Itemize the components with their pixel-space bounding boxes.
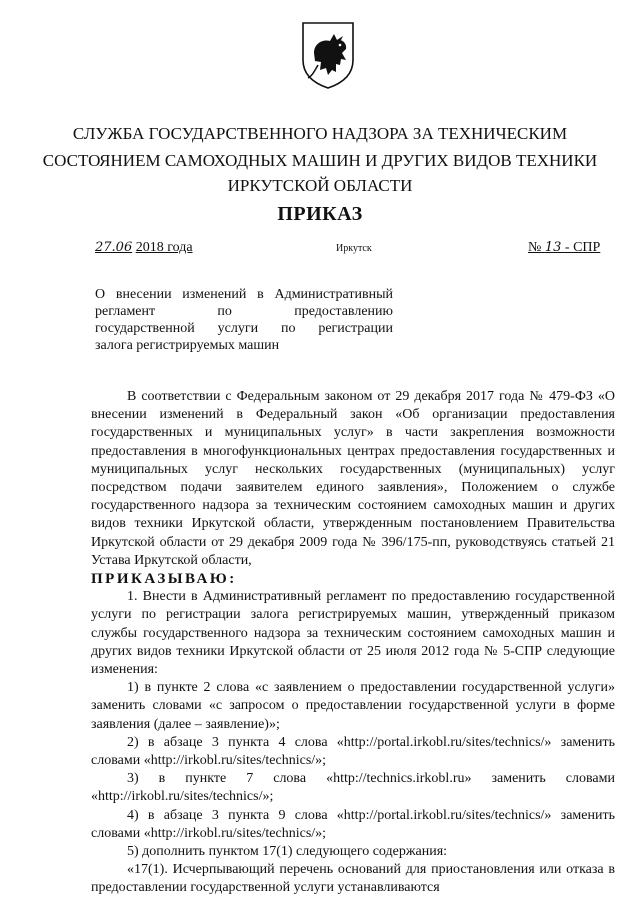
item-1-paragraph: 1. Внести в Административный регламент по предоставлению государственной услуги по регистрации залога регистрируемых машин, утвержденный приказом службы государственного надзора за техническим состоянием самоходных машин и других видов техники Иркутской области от 25 июля 2012 года № 5-СПР следующие изменения: <box>91 589 615 678</box>
subitem-2-paragraph: 2) в абзаце 3 пункта 4 слова «http://portal.irkobl.ru/sites/technics/» заменить словами «http://irkobl.ru/sites/technics/»; <box>91 734 615 769</box>
subitem-4-paragraph: 4) в абзаце 3 пункта 9 слова «http://portal.irkobl.ru/sites/technics/» заменить словами «http://irkobl.ru/sites/technics/»; <box>91 807 615 841</box>
order-subject <box>95 286 393 354</box>
subject-line-3: государственной услуги по регистрации <box>95 321 393 336</box>
subject-line-1: О внесении изменений в Административный <box>95 287 393 302</box>
handwritten-date: 27.06 <box>95 240 133 255</box>
subject-line-4: залога регистрируемых машин <box>95 338 280 353</box>
preamble-paragraph: В соответствии с Федеральным законом от 29 декабря 2017 года № 479-ФЗ «О внесении изменений в Федеральный закон «Об организации предоставления государственных и муниципальных услуг» в части закрепления возможности предоставления в многофункциональных центрах предоставления государственных и муниципальных услуг нескольких государственных (муниципальных) услуг посредством подачи заявителем единого заявления», Положением о службе государственного надзора за техническим состоянием самоходных машин и других видов техники Иркутской области, утвержденным постановлением Правительства Иркутской области от 29 декабря 2009 года № 396/175-пп, руководствуясь статьей 21 Устава Иркутской области, <box>91 389 615 568</box>
decree-heading: ПРИКАЗЫВАЮ: <box>91 571 237 588</box>
order-city: Иркутск <box>336 243 372 254</box>
handwritten-number: 13 <box>544 240 562 255</box>
issuer-line-2: СОСТОЯНИЕМ САМОХОДНЫХ МАШИН И ДРУГИХ ВИДОВ ТЕХНИКИ <box>42 151 598 170</box>
subitem-3-paragraph: 3) в пункте 7 слова «http://technics.irkobl.ru» заменить словами «http://irkobl.ru/sites/technics/»; <box>91 771 615 805</box>
subitem-5-text-paragraph: «17(1). Исчерпывающий перечень оснований для приостановления или отказа в предоставлении государственной услуги устанавливаются <box>91 862 615 896</box>
coat-of-arms-icon <box>300 20 356 90</box>
number-suffix: - СПР <box>564 240 601 255</box>
order-date <box>95 240 193 256</box>
order-number <box>528 240 600 256</box>
order-body <box>91 388 615 898</box>
subject-line-2: регламент по предоставлению <box>95 304 393 319</box>
subitem-1-paragraph: 1) в пункте 2 слова «с заявлением о предоставлении государственной услуги» заменить словами «с запросом о предоставлении государственной услуги в форме заявления (далее – заявление)»; <box>91 680 615 732</box>
number-prefix: № <box>528 240 542 255</box>
order-year: 2018 года <box>135 240 193 255</box>
subitem-5-paragraph: 5) дополнить пунктом 17(1) следующего содержания: <box>127 844 448 860</box>
issuer-line-3: ИРКУТСКОЙ ОБЛАСТИ <box>227 176 413 195</box>
document-type-title: ПРИКАЗ <box>277 203 363 225</box>
issuer-line-1: СЛУЖБА ГОСУДАРСТВЕННОГО НАДЗОРА ЗА ТЕХНИЧЕСКИМ <box>72 124 568 143</box>
